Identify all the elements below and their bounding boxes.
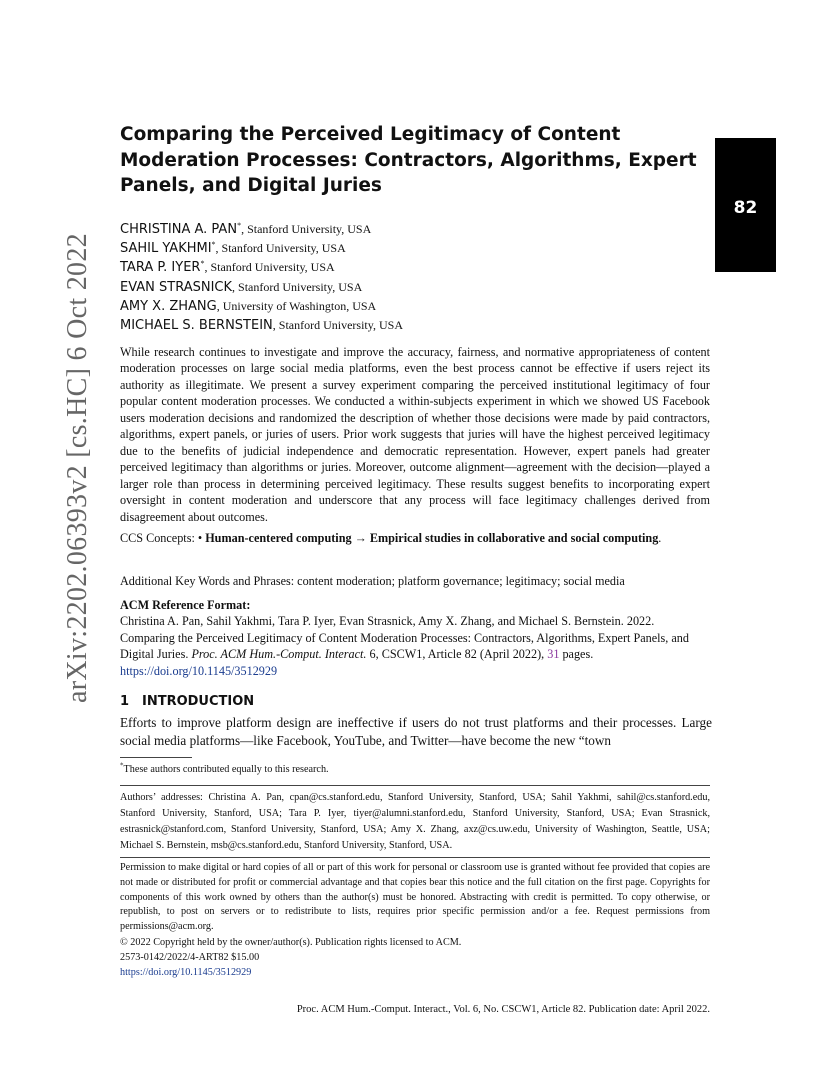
footer-doi-link[interactable]: https://doi.org/10.1145/3512929 [120,967,252,978]
article-number: 82 [733,198,758,218]
author-line [120,316,710,335]
author-affiliation: , Stanford University, USA [204,260,335,275]
reference-text: Christina A. Pan, Sahil Yakhmi, Tara P. Iyer, Evan Strasnick, Amy X. Zhang, and Michael S. Bernstein. 2022. Comparing the Perceived Legitimacy of Content Moderation Processes: Contractors, Algorithms, Expert Panels, and Digital Juries. [120,614,689,662]
divider [120,785,710,786]
section-title: INTRODUCTION [142,694,255,709]
footnote [120,763,710,777]
page-footer: Proc. ACM Hum.-Comput. Interact., Vol. 6, No. CSCW1, Article 82. Publication date: April 2022. [296,1004,710,1015]
author-line [120,258,710,277]
reference-format [120,613,710,679]
intro-paragraph: Efforts to improve platform design are ineffective if users do not trust platforms and their processes. Large social media platforms—like Facebook, YouTube, and Twitter—have become the new “town [120,715,712,748]
author-affiliation: , Stanford University, USA [241,222,372,236]
ccs-concepts [120,530,710,547]
copyright-line: © 2022 Copyright held by the owner/author(s). Publication rights licensed to ACM. [120,937,462,948]
author-line [120,278,710,297]
author-affiliation: , University of Washington, USA [216,298,377,313]
page-count-link[interactable]: 31 [547,647,560,662]
author-line [120,297,710,316]
author-affiliation: , Stanford University, USA [232,279,363,294]
arxiv-stamp: arXiv:2202.06393v2 [cs.HC] 6 Oct 2022 [62,233,93,703]
author-name: SAHIL YAKHMI [120,241,212,257]
section-number: 1 [120,694,130,709]
footnote-mark: * [120,761,124,770]
abstract: While research continues to investigate and improve the accuracy, fairness, and normative appropriateness of content moderation processes on large social media platforms, even the best process cannot be effective if users reject its authority as illegitimate. We present a survey experiment comparing the perceived institutional legitimacy of four popular content moderation processes. We conducted a within-subjects experiment in which we showed US Facebook users moderation decisions and randomized the description of whether those decisions were made by paid contractors, algorithms, expert panels, or juries of users. Prior work suggests that juries will have the highest perceived legitimacy due to the benefits of judicial independence and democratic representation. However, expert panels had greater perceived legitimacy than algorithms or juries. Moreover, outcome alignment—agreement with the decision—played a larger role than process in determining perceived legitimacy. These results suggest benefits to incorporating expert oversight in content moderation and underscore that any process will face legitimacy challenges derived from disagreement about outcomes. [120,345,710,524]
author-name: CHRISTINA A. PAN [120,222,238,237]
section-heading [120,693,254,711]
author-affiliation: , Stanford University, USA [215,241,346,256]
issn-line: 2573-0142/2022/4-ART82 $15.00 [120,952,260,963]
reference-format-heading: ACM Reference Format: [120,598,251,612]
reference-doi-link[interactable]: https://doi.org/10.1145/3512929 [120,663,278,678]
reference-venue: Proc. ACM Hum.-Comput. Interact. [191,647,367,662]
author-name: MICHAEL S. BERNSTEIN [120,317,273,333]
author-name: EVAN STRASNICK [120,279,233,295]
reference-details: 6, CSCW1, Article 82 (April 2022), [366,647,548,662]
ccs-prefix: CCS Concepts: • [120,531,206,545]
permission-notice: Permission to make digital or hard copies of all or part of this work for personal or classroom use is granted without fee provided that copies are not made or distributed for profit or commercial advantage and that copies bear this notice and the full citation on the first page. Copyrights for components of this work owned by others than the author(s) must be honored. Abstracting with credit is permitted. To copy otherwise, or republish, to post on servers or to redistribute to lists, requires prior specific permission and/or a fee. Request permissions from permissions@acm.org. [120,862,710,933]
keywords: Additional Key Words and Phrases: content moderation; platform governance; legitimacy; social media [120,574,625,588]
author-name: AMY X. ZHANG [120,298,217,314]
author-list [120,220,710,335]
footnote-rule [120,757,192,758]
paper-title: Comparing the Perceived Legitimacy of Content Moderation Processes: Contractors, Algorithms, Expert Panels, and Digital Juries [120,124,697,196]
author-mark: * [200,259,205,269]
divider [120,857,710,858]
author-mark: * [211,240,216,250]
author-line [120,220,710,239]
author-line [120,239,710,258]
author-mark: * [237,221,242,230]
author-affiliation: , Stanford University, USA [272,317,403,332]
ccs-suffix: . [658,531,662,545]
reference-pages-suffix: pages. [559,647,594,662]
author-name: TARA P. IYER [120,260,201,276]
author-addresses: Authors’ addresses: Christina A. Pan, cpan@cs.stanford.edu, Stanford University, Stanford, USA; Sahil Yakhmi, sahil@cs.stanford.edu, Stanford University, Stanford, USA; Tara P. Iyer, tiyer@alumni.stanford.edu, Stanford University, Stanford, USA; Evan Strasnick, estrasnick@stanford.com, Stanford University, Stanford, USA; Amy X. Zhang, axz@cs.uw.edu, University of Washington, Seattle, USA; Michael S. Bernstein, msb@cs.stanford.edu, Stanford University, Stanford, USA. [120,792,710,852]
footnote-text: These authors contributed equally to this research. [123,764,329,775]
ccs-concept: Human-centered computing → Empirical studies in collaborative and social computing [205,531,659,545]
